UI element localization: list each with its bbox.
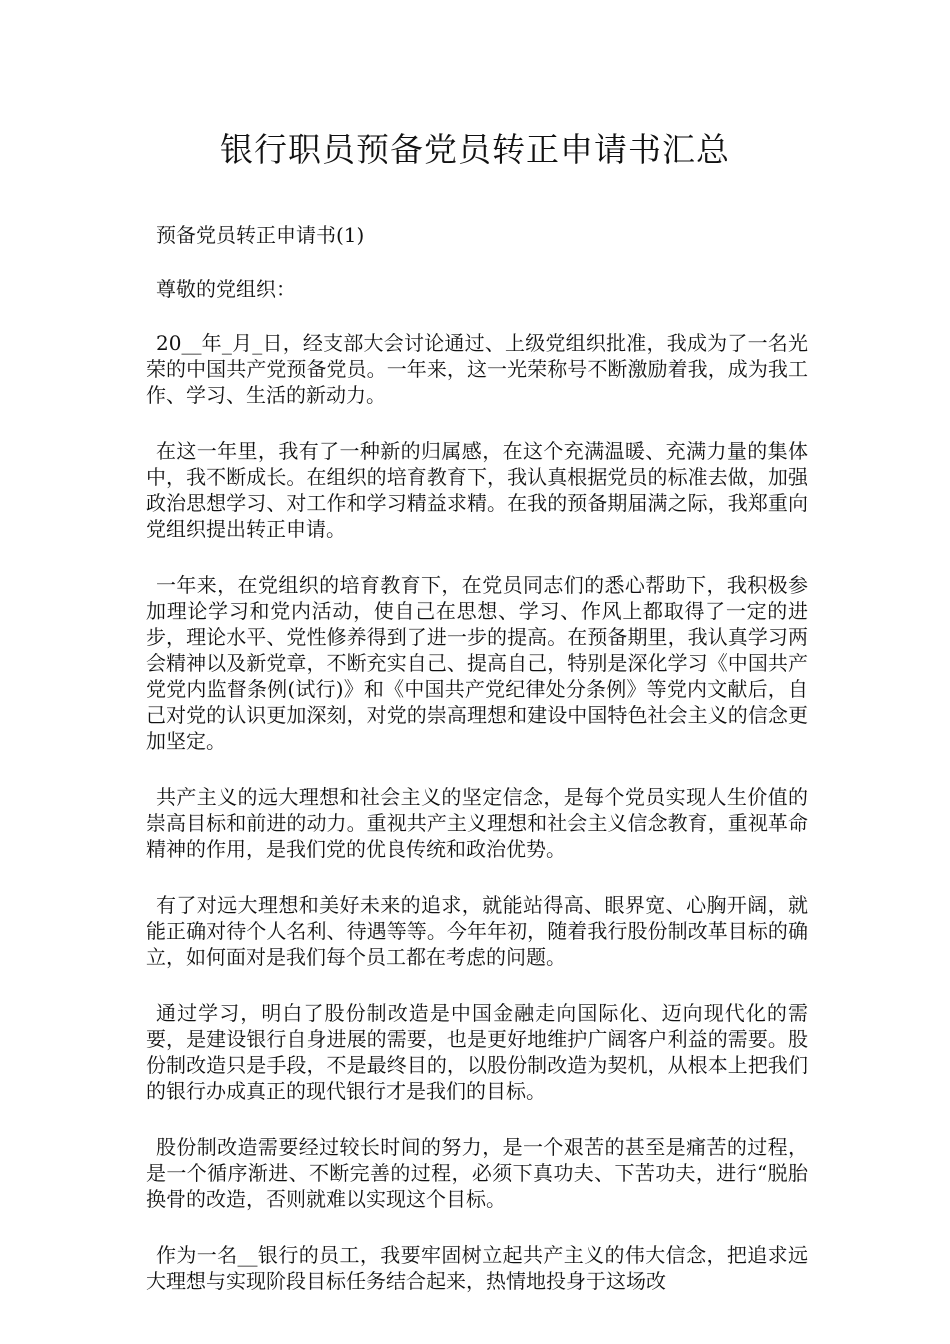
paragraph-5: 有了对远大理想和美好未来的追求，就能站得高、眼界宽、心胸开阔，就能正确对待个人名利、待遇等等。今年年初，随着我行股份制改革目标的确立，如何面对是我们每个员工都在考虑的问题。: [146, 893, 808, 969]
paragraph-1: 20__年_月_日，经支部大会讨论通过、上级党组织批准，我成为了一名光荣的中国共产党预备党员。一年来，这一光荣称号不断激励着我，成为我工作、学习、生活的新动力。: [146, 331, 808, 407]
document-title: 银行职员预备党员转正申请书汇总: [220, 130, 730, 169]
paragraph-3: 一年来，在党组织的培育教育下，在党员同志们的悉心帮助下，我积极参加理论学习和党内活动，使自己在思想、学习、作风上都取得了一定的进步，理论水平、党性修养得到了进一步的提高。在预备期里，我认真学习两会精神以及新党章，不断充实自己、提高自己，特别是深化学习《中国共产党党内监督条例(试行)》和《中国共产党纪律处分条例》等党内文献后，自己对党的认识更加深刻，对党的崇高理想和建设中国特色社会主义的信念更加坚定。: [146, 573, 808, 753]
salutation: 尊敬的党组织：: [156, 277, 296, 301]
document-body: [146, 222, 808, 1324]
paragraph-2: 在这一年里，我有了一种新的归属感，在这个充满温暖、充满力量的集体中，我不断成长。在组织的培育教育下，我认真根据党员的标准去做，加强政治思想学习、对工作和学习精益求精。在我的预备期届满之际，我郑重向党组织提出转正申请。: [146, 439, 808, 541]
paragraph-4: 共产主义的远大理想和社会主义的坚定信念，是每个党员实现人生价值的崇高目标和前进的动力。重视共产主义理想和社会主义信念教育，重视革命精神的作用，是我们党的优良传统和政治优势。: [146, 785, 808, 861]
paragraph-8: 作为一名__银行的员工，我要牢固树立起共产主义的伟大信念，把追求远大理想与实现阶段目标任务结合起来，热情地投身于这场改: [146, 1243, 808, 1293]
paragraph-7: 股份制改造需要经过较长时间的努力，是一个艰苦的甚至是痛苦的过程，是一个循序渐进、不断完善的过程，必须下真功夫、下苦功夫，进行“脱胎换骨的改造，否则就难以实现这个目标。: [146, 1135, 808, 1211]
section-heading: 预备党员转正申请书(1): [156, 223, 365, 247]
paragraph-6: 通过学习，明白了股份制改造是中国金融走向国际化、迈向现代化的需要，是建设银行自身进展的需要，也是更好地维护广阔客户利益的需要。股份制改造只是手段，不是最终目的，以股份制改造为契机，从根本上把我们的银行办成真正的现代银行才是我们的目标。: [146, 1001, 808, 1103]
